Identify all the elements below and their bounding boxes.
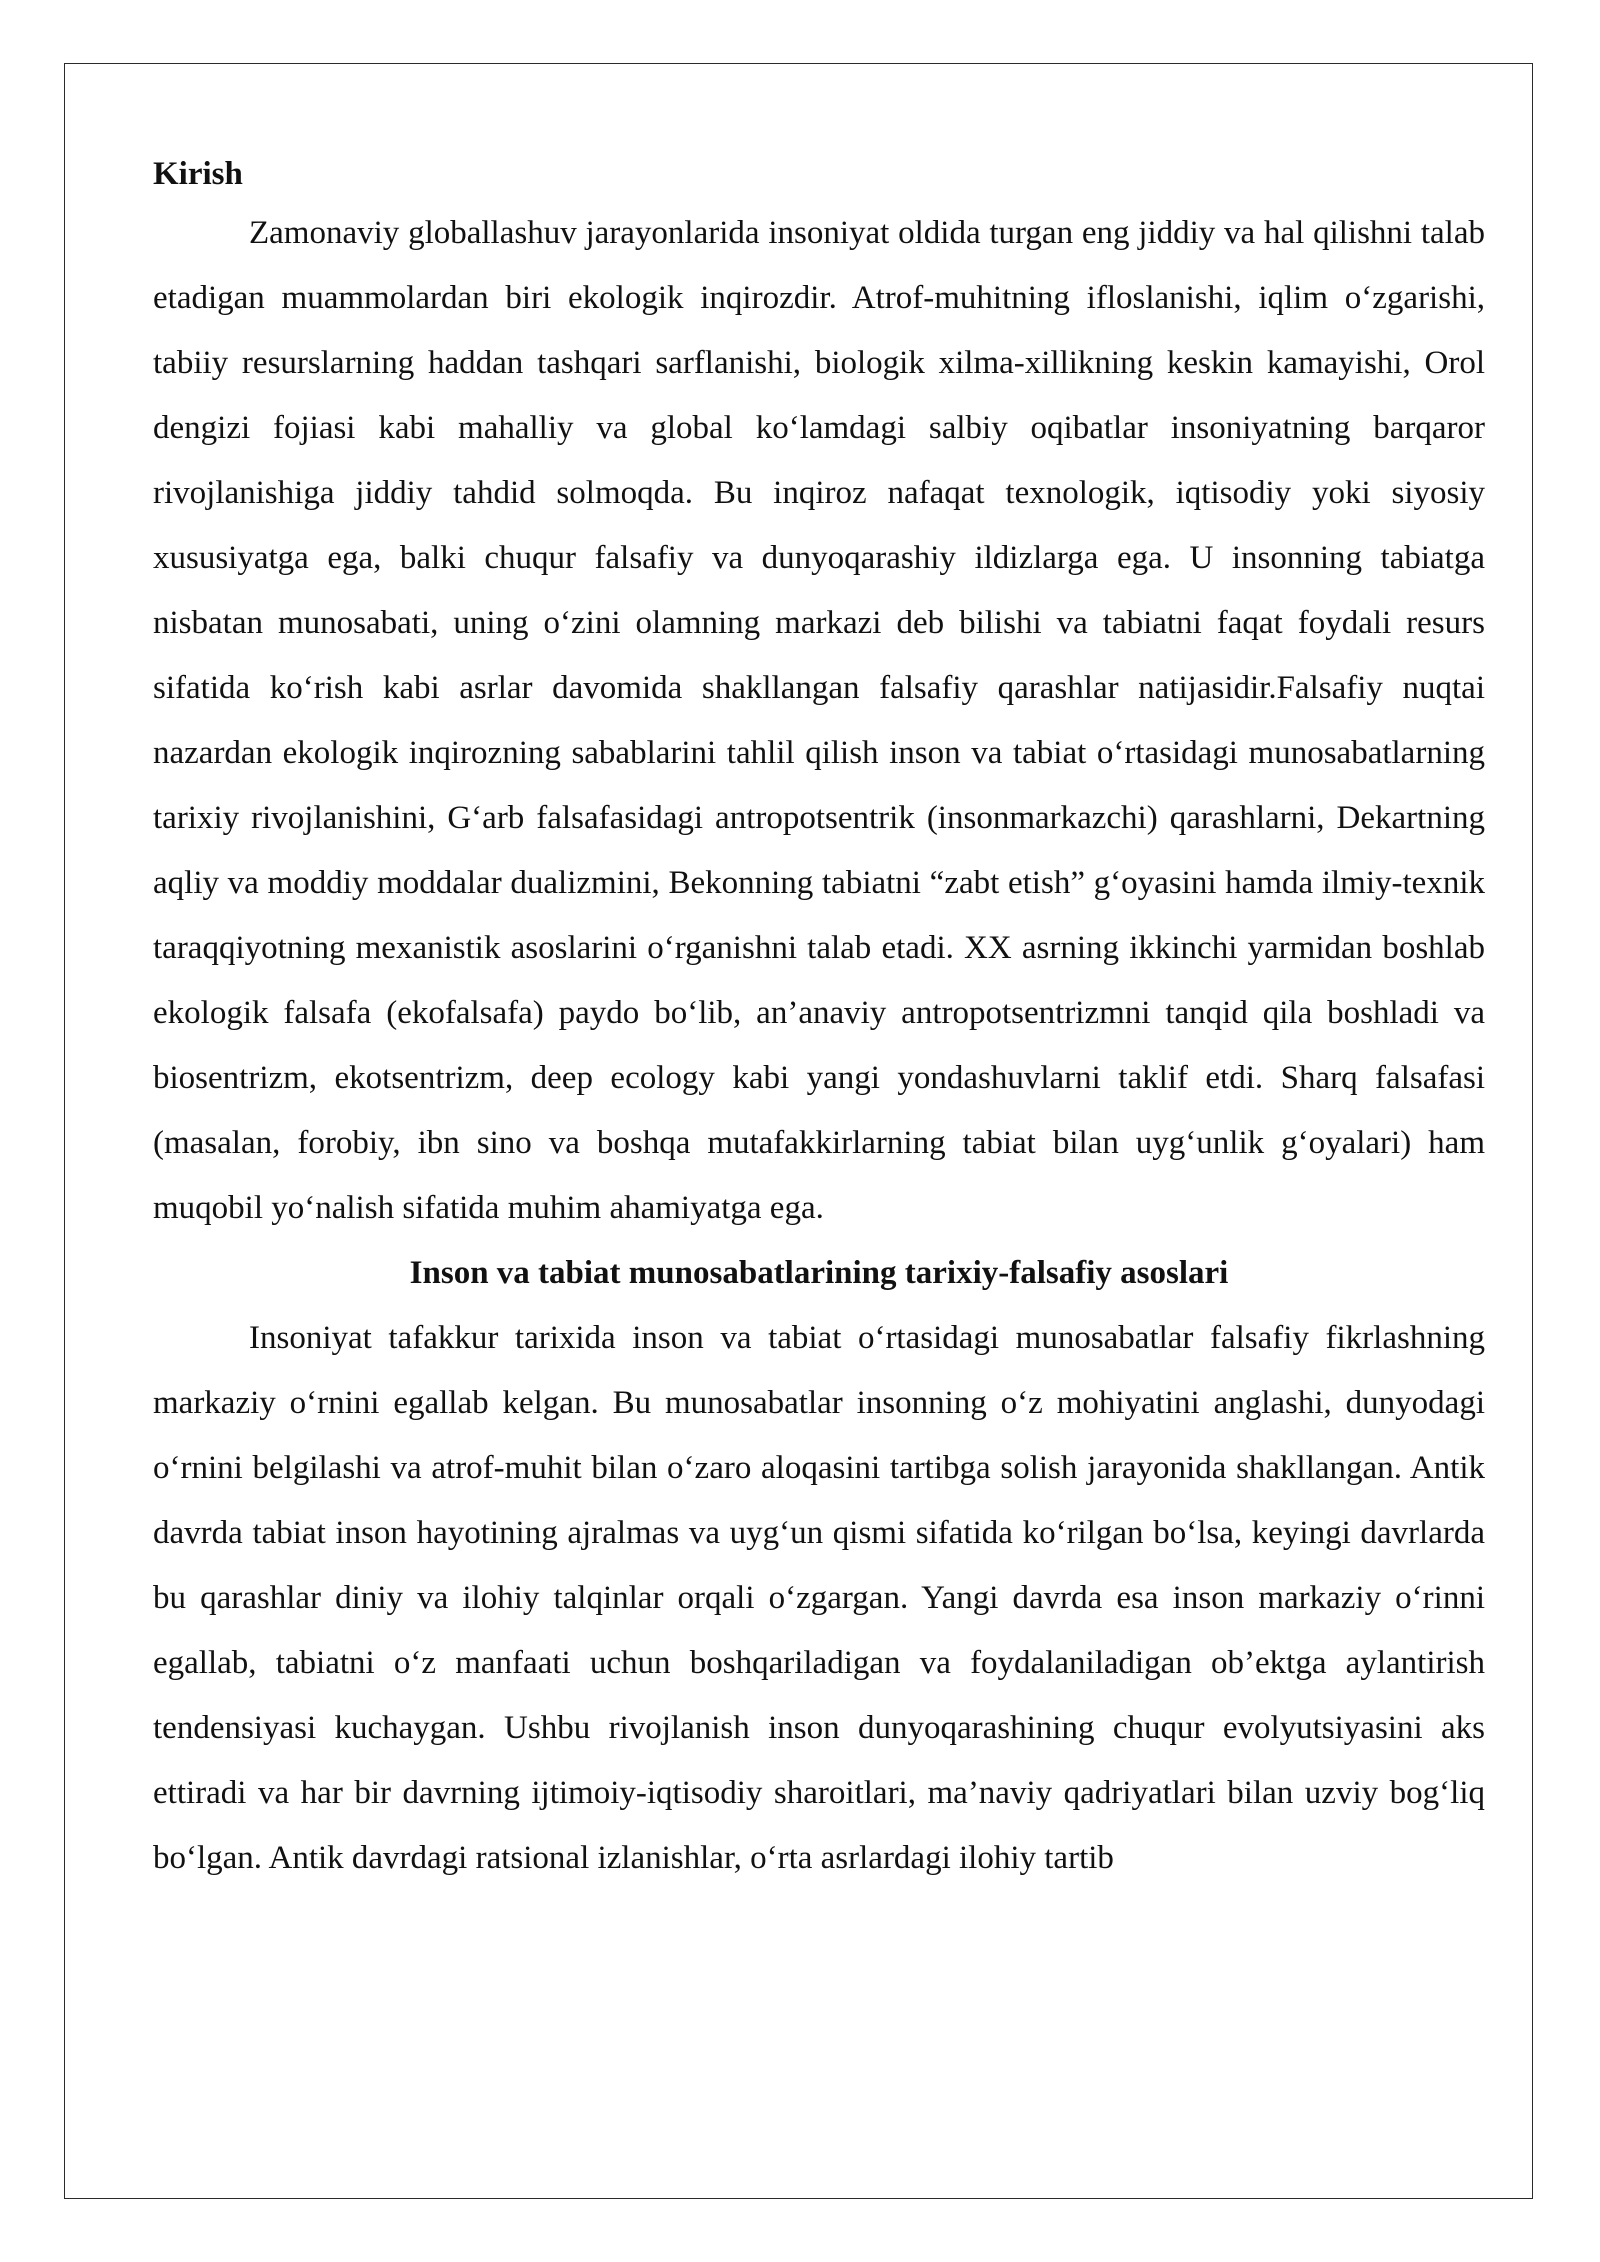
section-title-history: Inson va tabiat munosabatlarining tarixiy-falsafiy asoslari (409, 1255, 1229, 1291)
document-body (153, 150, 1485, 1891)
history-paragraph: Insoniyat tafakkur tarixida inson va tabiat o‘rtasidagi munosabatlar falsafiy fikrlashning markaziy o‘rnini egallab kelgan. Bu munosabatlar insonning o‘z mohiyatini anglashi, dunyodagi o‘rnini belgilashi va atrof-muhit bilan o‘zaro aloqasini tartibga solish jarayonida shakllangan. Antik davrda tabiat inson hayotining ajralmas va uyg‘un qismi sifatida ko‘rilgan bo‘lsa, keyingi davrlarda bu qarashlar diniy va ilohiy talqinlar orqali o‘zgargan. Yangi davrda esa inson markaziy o‘rinni egallab, tabiatni o‘z manfaati uchun boshqariladigan va foydalaniladigan ob’ektga aylantirish tendensiyasi kuchaygan. Ushbu rivojlanish inson dunyoqarashining chuqur evolyutsiyasini aks ettiradi va har bir davrning ijtimoiy-iqtisodiy sharoitlari, ma’naviy qadriyatlari bilan uzviy bog‘liq bo‘lgan. Antik davrdagi ratsional izlanishlar, o‘rta asrlardagi ilohiy tartib (153, 1320, 1485, 1876)
section-title-kirish: Kirish (153, 156, 243, 192)
intro-paragraph: Zamonaviy globallashuv jarayonlarida insoniyat oldida turgan eng jiddiy va hal qilishni talab etadigan muammolardan biri ekologik inqirozdir. Atrof-muhitning ifloslanishi, iqlim o‘zgarishi, tabiiy resurslarning haddan tashqari sarflanishi, biologik xilma-xillikning keskin kamayishi, Orol dengizi fojiasi kabi mahalliy va global ko‘lamdagi salbiy oqibatlar insoniyatning barqaror rivojlanishiga jiddiy tahdid solmoqda. Bu inqiroz nafaqat texnologik, iqtisodiy yoki siyosiy xususiyatga ega, balki chuqur falsafiy va dunyoqarashiy ildizlarga ega. U insonning tabiatga nisbatan munosabati, uning o‘zini olamning markazi deb bilishi va tabiatni faqat foydali resurs sifatida ko‘rish kabi asrlar davomida shakllangan falsafiy qarashlar natijasidir.Falsafiy nuqtai nazardan ekologik inqirozning sabablarini tahlil qilish inson va tabiat o‘rtasidagi munosabatlarning tarixiy rivojlanishini, G‘arb falsafasidagi antropotsentrik (insonmarkazchi) qarashlarni, Dekartning aqliy va moddiy moddalar dualizmini, Bekonning tabiatni “zabt etish” g‘oyasini hamda ilmiy-texnik taraqqiyotning mexanistik asoslarini o‘rganishni talab etadi. XX asrning ikkinchi yarmidan boshlab ekologik falsafa (ekofalsafa) paydo bo‘lib, an’anaviy antropotsentrizmni tanqid qila boshladi va biosentrizm, ekotsentrizm, deep ecology kabi yangi yondashuvlarni taklif etdi. Sharq falsafasi (masalan, forobiy, ibn sino va boshqa mutafakkirlarning tabiat bilan uyg‘unlik g‘oyalari) ham muqobil yo‘nalish sifatida muhim ahamiyatga ega. (153, 215, 1485, 1226)
